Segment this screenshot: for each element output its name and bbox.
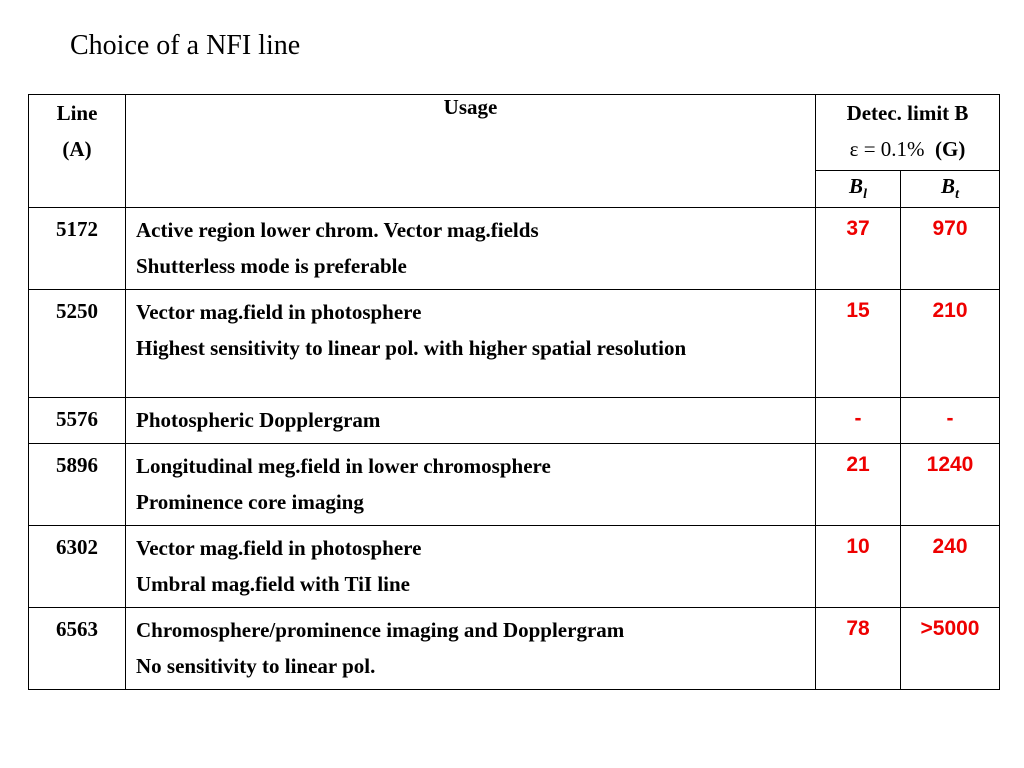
usage-line: Active region lower chrom. Vector mag.fields xyxy=(136,218,539,242)
bt-value: >5000 xyxy=(901,608,1000,690)
line-wavelength: 5250 xyxy=(29,290,126,398)
usage-cell xyxy=(126,208,816,290)
header-bt xyxy=(901,171,1000,208)
usage-cell xyxy=(126,526,816,608)
bt-value: 210 xyxy=(901,290,1000,398)
header-epsilon: ε = 0.1% xyxy=(849,137,925,161)
page-title: Choice of a NFI line xyxy=(70,30,301,61)
line-wavelength: 6563 xyxy=(29,608,126,690)
usage-line: Longitudinal meg.field in lower chromosphere xyxy=(136,454,551,478)
usage-cell xyxy=(126,398,816,444)
bt-value: 240 xyxy=(901,526,1000,608)
usage-line: Vector mag.field in photosphere xyxy=(136,300,422,324)
bt-value: 1240 xyxy=(901,444,1000,526)
usage-line: Prominence core imaging xyxy=(136,490,364,514)
nfi-line-table xyxy=(28,94,1000,690)
line-wavelength: 6302 xyxy=(29,526,126,608)
bt-subscript: t xyxy=(955,187,959,203)
bl-symbol: B xyxy=(849,174,864,199)
header-epsilon-line xyxy=(816,131,999,167)
line-wavelength: 5576 xyxy=(29,398,126,444)
usage-line: No sensitivity to linear pol. xyxy=(136,654,376,678)
header-line-label: Line xyxy=(56,101,98,125)
header-bl xyxy=(816,171,901,208)
bl-value: - xyxy=(816,398,901,444)
bt-symbol: B xyxy=(941,174,956,199)
usage-line: Highest sensitivity to linear pol. with higher spatial resolution xyxy=(136,336,687,360)
usage-line: Chromosphere/prominence imaging and Dopplergram xyxy=(136,618,625,642)
bl-value: 21 xyxy=(816,444,901,526)
line-wavelength: 5896 xyxy=(29,444,126,526)
usage-cell xyxy=(126,290,816,398)
usage-line: Shutterless mode is preferable xyxy=(136,254,407,278)
header-usage: Usage xyxy=(126,95,816,208)
header-row xyxy=(29,95,1000,171)
bl-value: 10 xyxy=(816,526,901,608)
table-row xyxy=(29,208,1000,290)
header-unit: (G) xyxy=(935,137,966,161)
usage-cell xyxy=(126,444,816,526)
header-line xyxy=(29,95,126,208)
header-detection-limit xyxy=(816,95,1000,171)
table-row xyxy=(29,526,1000,608)
header-line-unit: (A) xyxy=(62,137,92,161)
bl-value: 78 xyxy=(816,608,901,690)
table-row xyxy=(29,398,1000,444)
line-wavelength: 5172 xyxy=(29,208,126,290)
usage-line: Umbral mag.field with TiI line xyxy=(136,572,410,596)
bt-value: 970 xyxy=(901,208,1000,290)
bl-value: 15 xyxy=(816,290,901,398)
header-detection-label: Detec. limit B xyxy=(846,101,969,125)
table-row xyxy=(29,444,1000,526)
bl-subscript: l xyxy=(863,187,867,203)
bl-value: 37 xyxy=(816,208,901,290)
usage-line: Vector mag.field in photosphere xyxy=(136,536,422,560)
usage-cell xyxy=(126,608,816,690)
table-row xyxy=(29,608,1000,690)
usage-line: Photospheric Dopplergram xyxy=(136,408,381,432)
table-row xyxy=(29,290,1000,398)
bt-value: - xyxy=(901,398,1000,444)
